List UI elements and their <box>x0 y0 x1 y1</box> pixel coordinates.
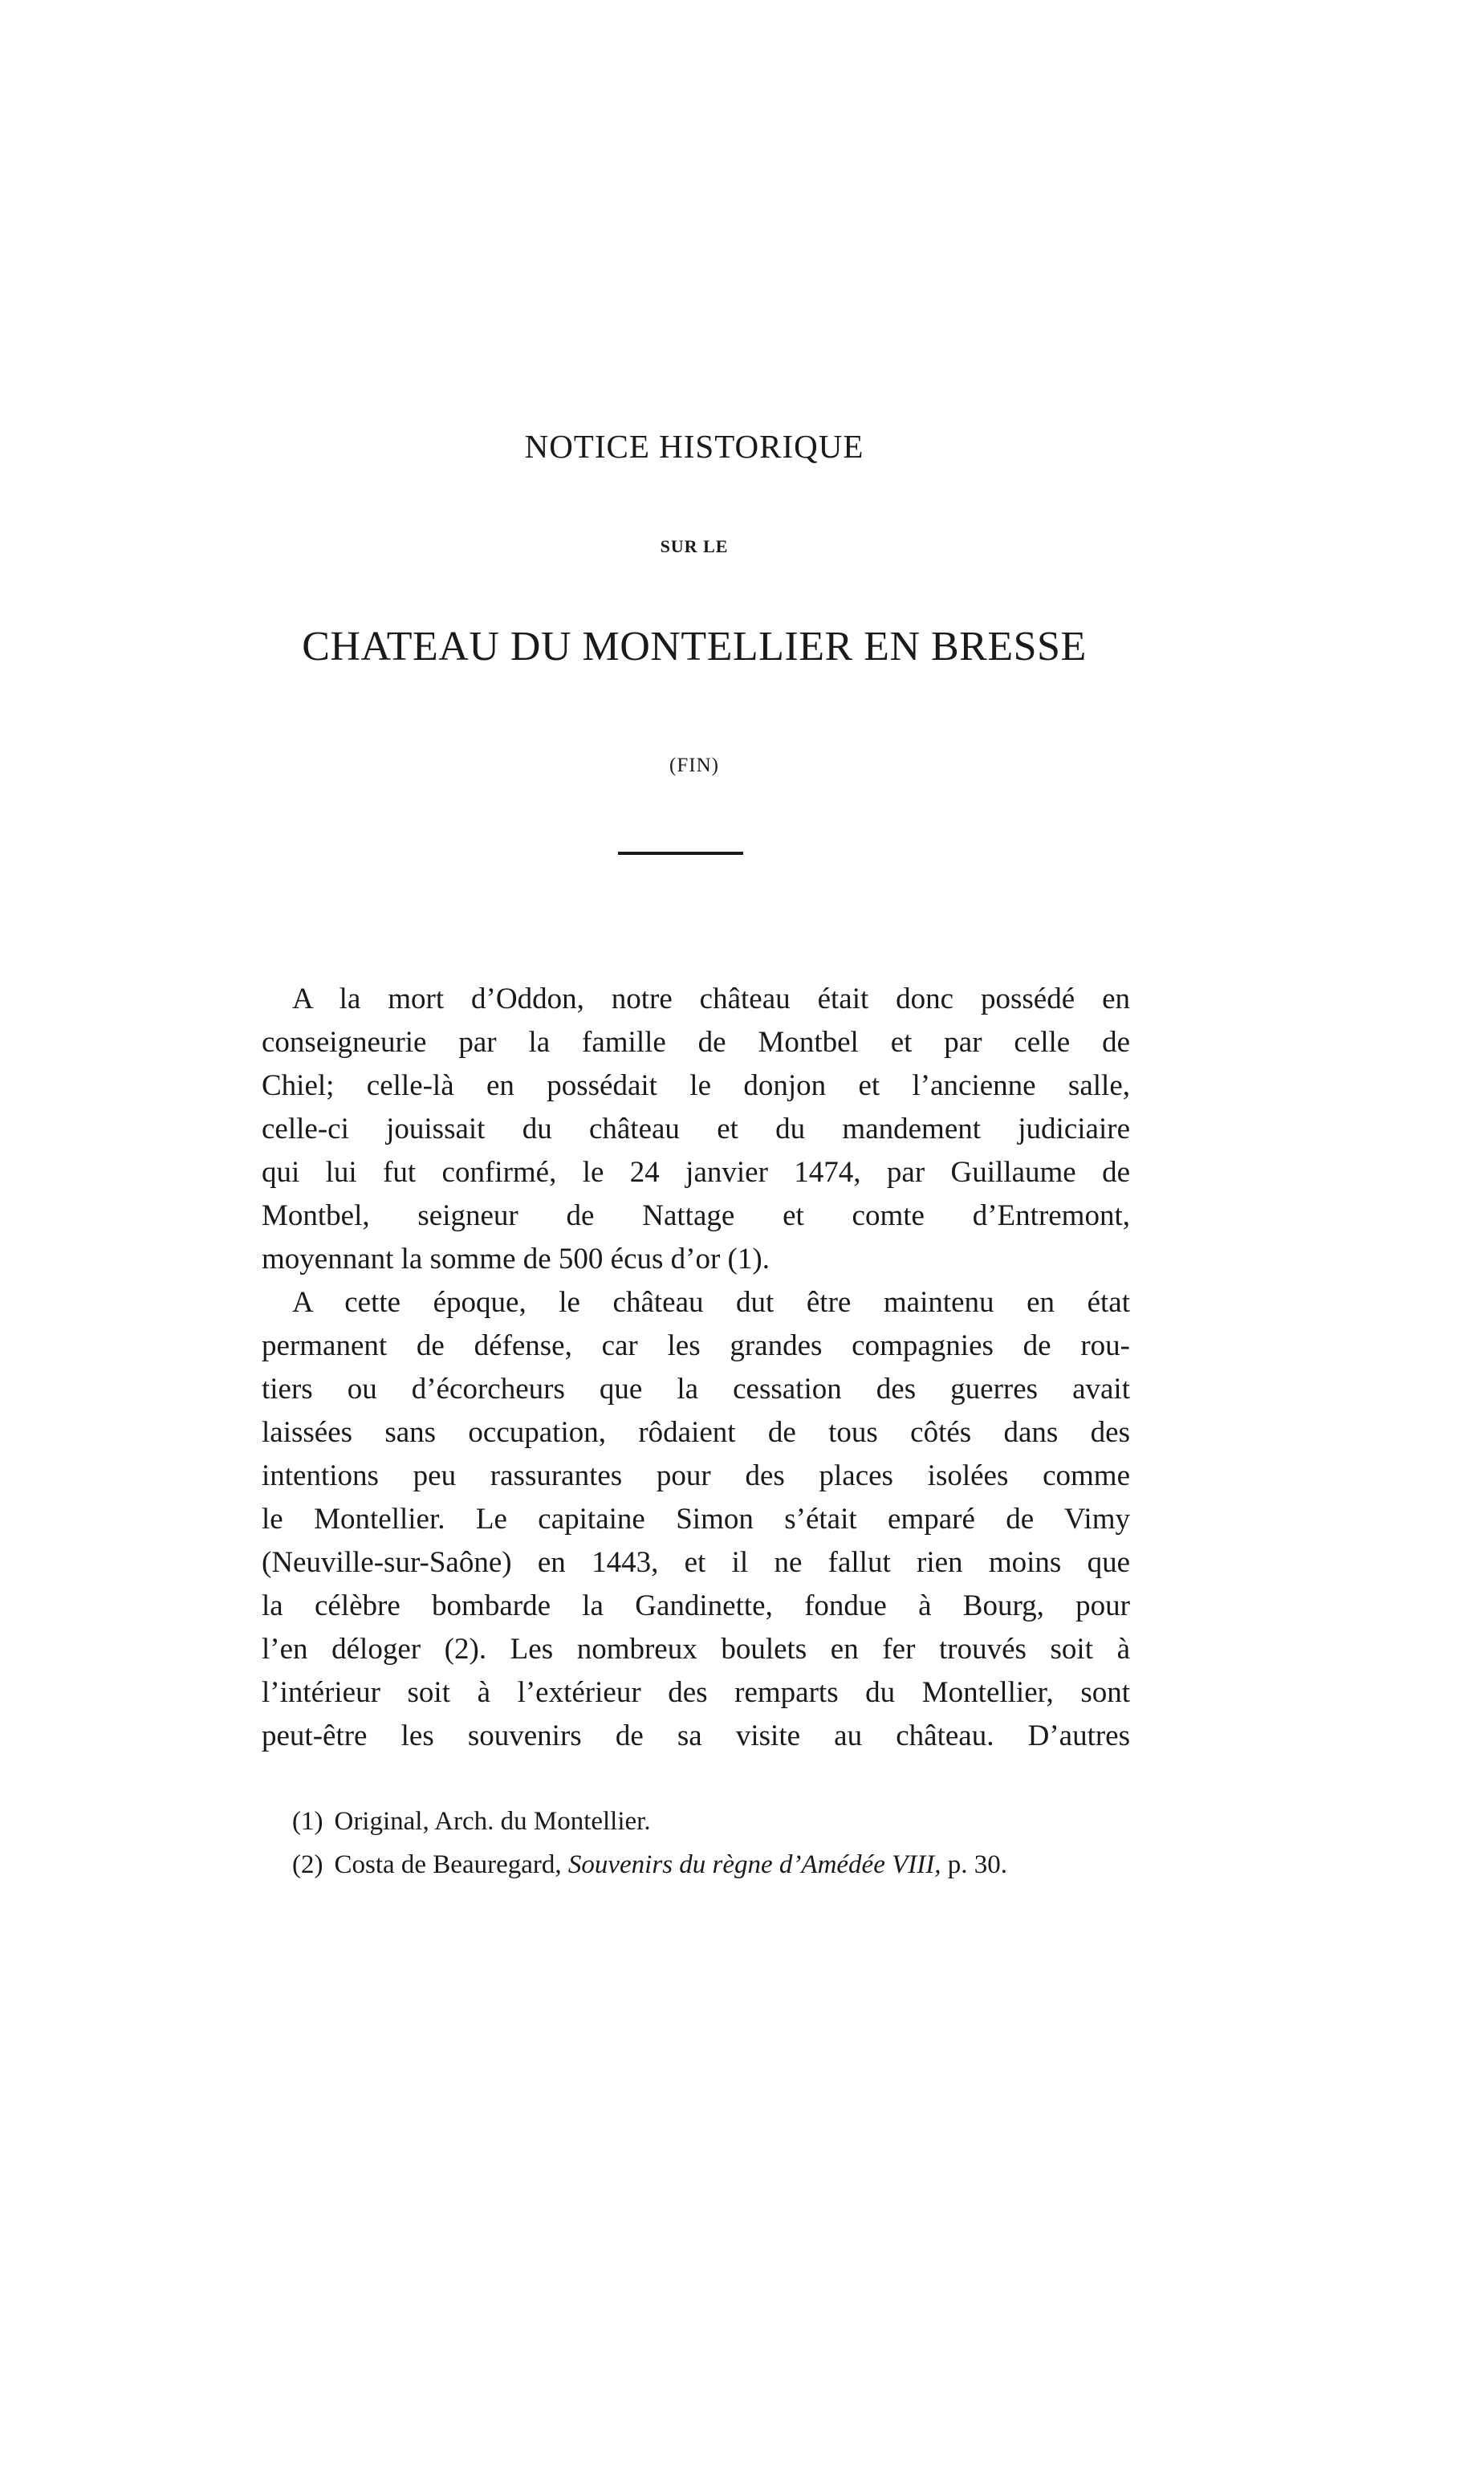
chateau-title: CHATEAU DU MONTELLIER EN BRESSE <box>302 624 1087 669</box>
footnote-number: (2) <box>292 1850 323 1879</box>
body-line: peut-être les souvenirs de sa visite au château. D’autres <box>262 1719 1130 1752</box>
body-line: A cette époque, le château dut être maintenu en état <box>292 1286 1130 1319</box>
body-line: (Neuville-sur-Saône) en 1443, et il ne fallut rien moins que <box>262 1546 1130 1579</box>
title-connector: SUR LE <box>660 536 729 556</box>
body-line: l’intérieur soit à l’extérieur des remparts du Montellier, sont <box>262 1676 1130 1709</box>
notice-title: NOTICE HISTORIQUE <box>524 428 864 465</box>
footnote-work-title: Souvenirs du règne d’Amédée VIII, <box>567 1850 941 1879</box>
body-line: conseigneurie par la famille de Montbel et par celle de <box>262 1026 1130 1059</box>
body-line: l’en déloger (2). Les nombreux boulets en fer trouvés soit à <box>262 1633 1130 1666</box>
footnote-1 <box>292 1800 1130 1843</box>
body-line: le Montellier. Le capitaine Simon s’était emparé de Vimy <box>262 1503 1130 1536</box>
footnotes <box>292 1800 1130 1886</box>
body-text <box>262 978 1130 1758</box>
body-line: moyennant la somme de 500 écus d’or (1). <box>262 1243 770 1276</box>
body-line: intentions peu rassurantes pour des places isolées comme <box>262 1459 1130 1492</box>
body-line: A la mort d’Oddon, notre château était donc possédé en <box>292 983 1130 1015</box>
footnote-text: Original, Arch. du Montellier. <box>334 1807 651 1836</box>
body-line: laissées sans occupation, rôdaient de tous côtés dans des <box>262 1416 1130 1449</box>
fin-label: (FIN) <box>669 755 719 776</box>
body-line: permanent de défense, car les grandes compagnies de rou- <box>262 1329 1130 1362</box>
body-line: Montbel, seigneur de Nattage et comte d’Entremont, <box>262 1199 1130 1232</box>
footnote-number: (1) <box>292 1807 323 1836</box>
footnote-page: p. 30. <box>947 1850 1007 1879</box>
title-rule <box>618 852 743 855</box>
body-line: qui lui fut confirmé, le 24 janvier 1474, par Guillaume de <box>262 1156 1130 1189</box>
footnote-2 <box>292 1843 1130 1886</box>
footnote-author: Costa de Beauregard, <box>334 1850 562 1879</box>
body-line: la célèbre bombarde la Gandinette, fondue à Bourg, pour <box>262 1589 1130 1622</box>
body-line: Chiel; celle-là en possédait le donjon et l’ancienne salle, <box>262 1069 1130 1102</box>
body-line: tiers ou d’écorcheurs que la cessation des guerres avait <box>262 1373 1130 1406</box>
body-line: celle-ci jouissait du château et du mandement judiciaire <box>262 1113 1130 1145</box>
